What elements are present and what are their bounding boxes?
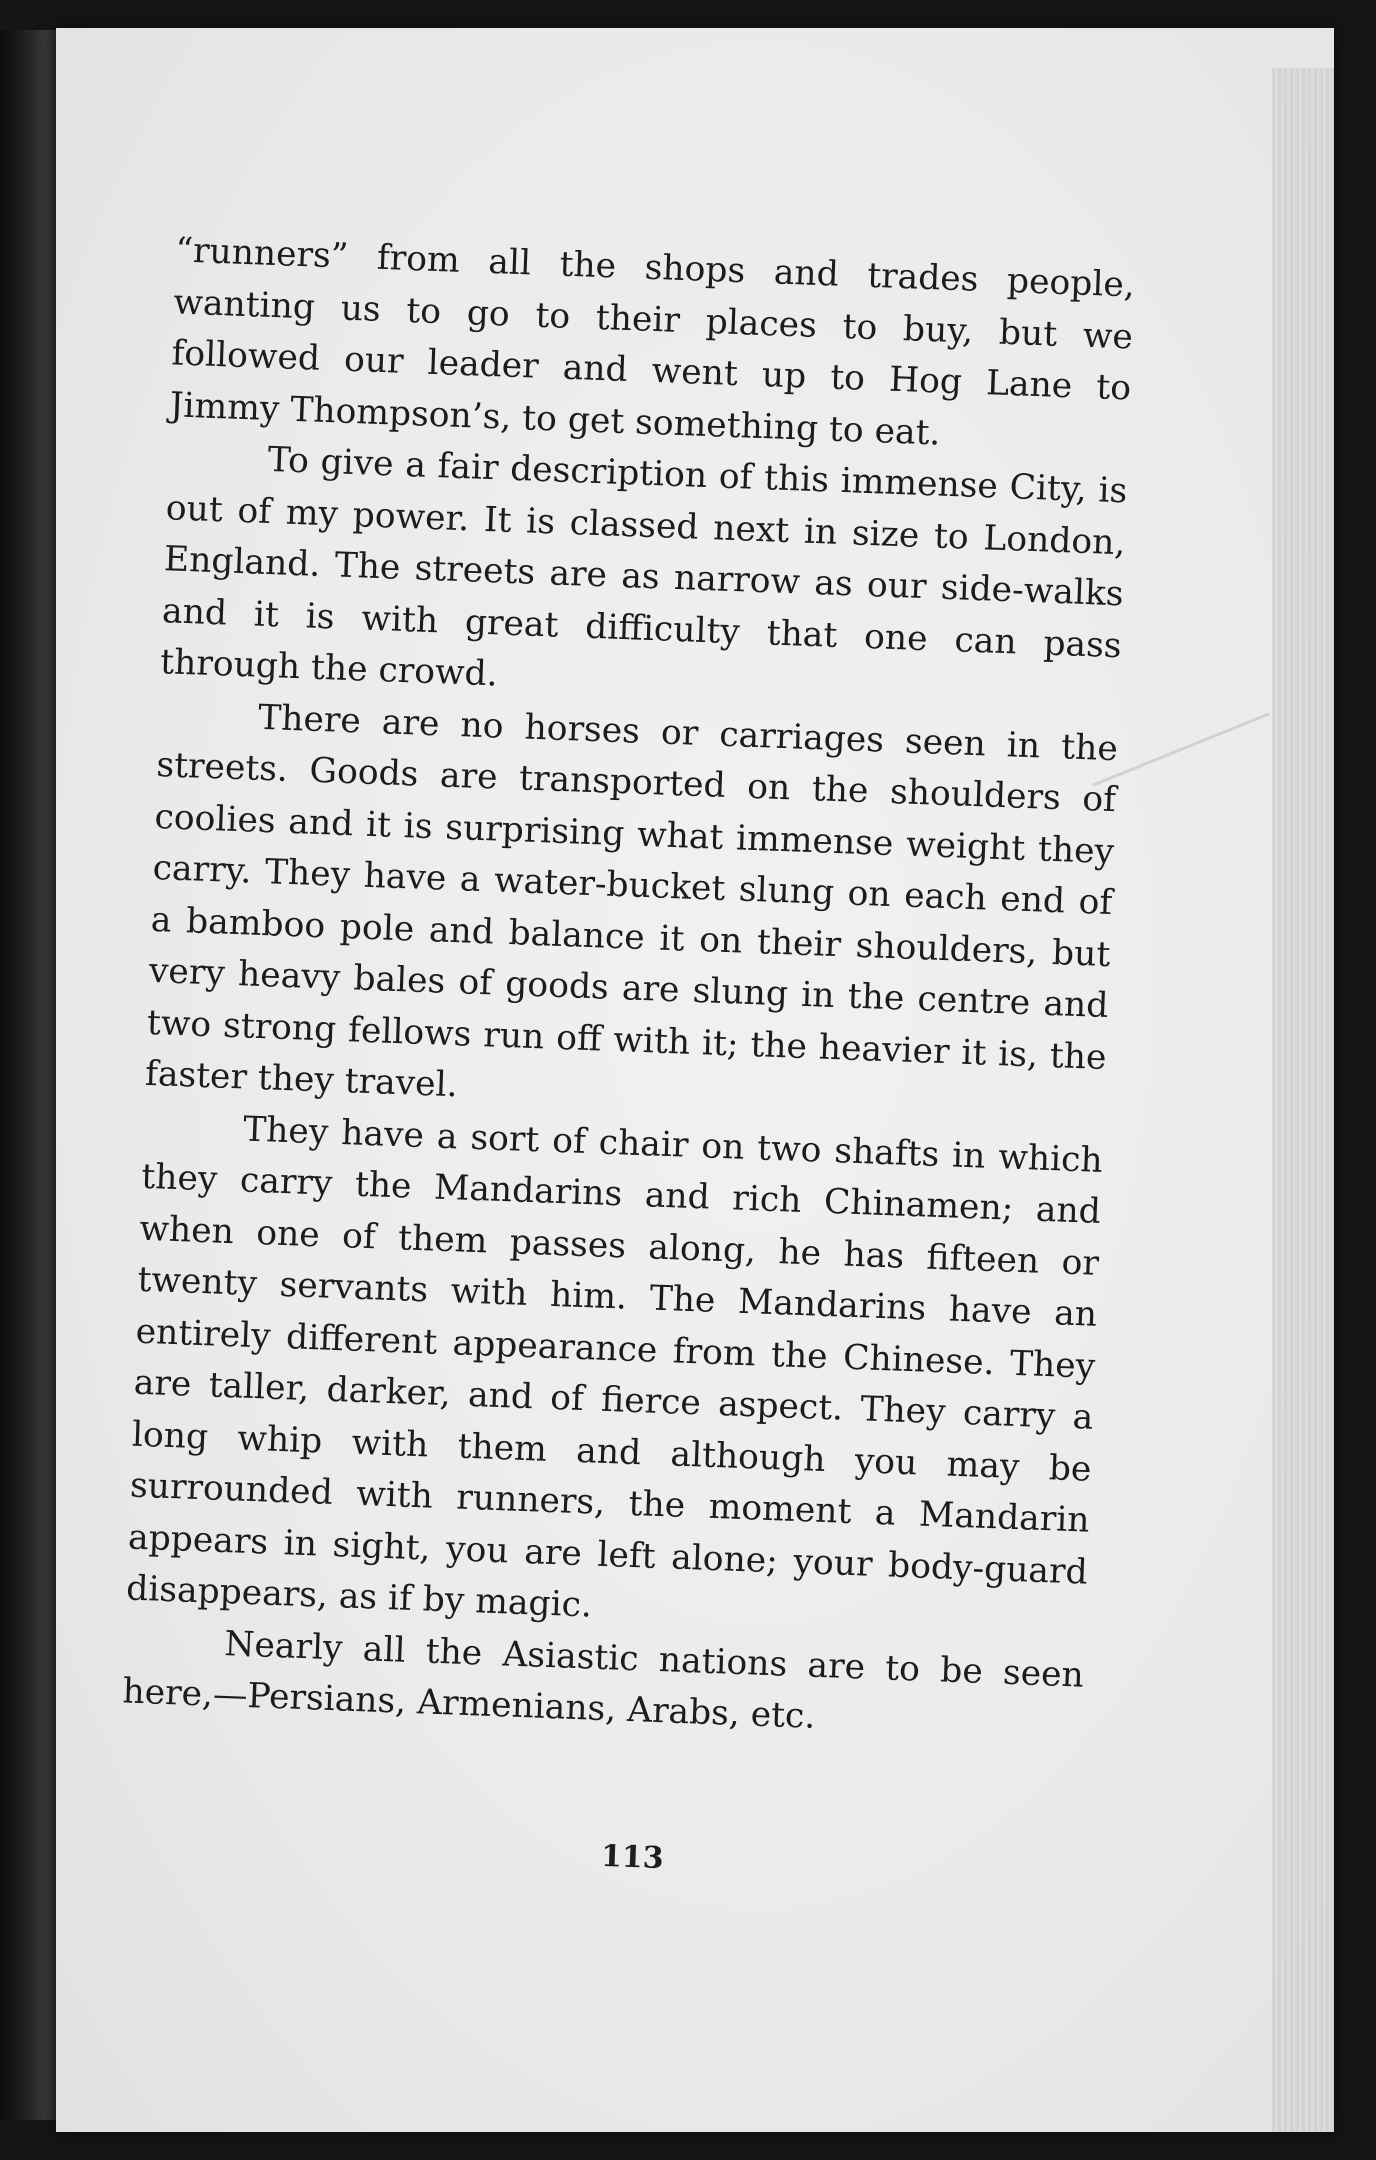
page-sheet: [56, 28, 1334, 2132]
paragraph-continued: “runners” from all the shops and trades people, wanting us to go to their places to buy, but we followed our leader and went up to Hog Lane to Jimmy Thompson’s, to get something to eat.: [169, 230, 1136, 454]
paragraph-coolies: There are no horses or carriages seen in the streets. Goods are transported on the shoulders of coolies and it is surprising what immense weight they carry. They have a water-bucket slung on each end of a bamboo pole and balance it on their shoulders, but very heavy bales of goods are slung in the centre and two strong fellows run off with it; the heavier it is, the faster they travel.: [144, 697, 1119, 1106]
page-fore-edge: [1272, 68, 1334, 2132]
paragraph-city-description: To give a fair description of this immense City, is out of my power. It is classed next in size to London, England. The streets are as narrow as our side-walks and it is with great difficulty that one can pass through the crowd.: [159, 439, 1128, 695]
page-number: 113: [600, 1838, 665, 1877]
paragraph-asiatic-nations: Nearly all the Asiastic nations are to be seen here,—Persians, Armenians, Arabs, etc.: [121, 1623, 1085, 1737]
body-text: [122, 225, 1136, 1753]
paper-crease-mark: [1092, 713, 1269, 787]
paragraph-mandarins: They have a sort of chair on two shafts in which they carry the Mandarins and rich Chinamen; and when one of them passes along, he has fifteen or twenty servants with him. The Mandarins have an entirely different appearance from the Chinese. They are taller, darker, and of fierce aspect. They carry a long whip with them and although you may be surrounded with runners, the moment a Mandarin appears in sight, you are left alone; your body-guard disappears, as if by magic.: [125, 1108, 1104, 1626]
book-cover-edge: [0, 30, 60, 2120]
